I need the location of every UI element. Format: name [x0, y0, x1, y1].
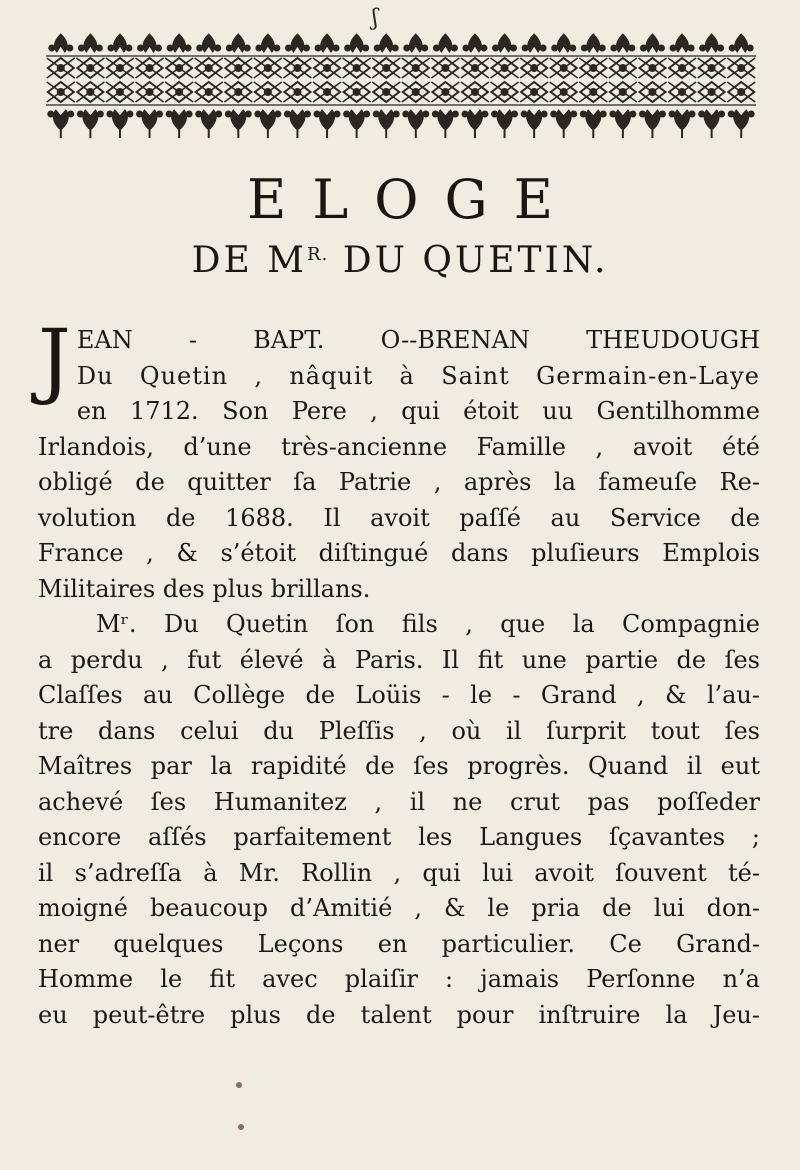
text-line: achevé ſes Humanitez , il ne crut pas poſſeder [38, 787, 760, 816]
text-line: obligé de quitter ſa Patrie , après la fameuſe Re- [38, 468, 760, 496]
ink-speck [236, 1082, 242, 1088]
text-line: tre dans celui du Pleſſis , où il ſurprit tout ſes [38, 716, 760, 745]
text-line: ner quelques Leçons en particulier. Ce Grand- [38, 929, 760, 958]
page-title: ELOGE [246, 168, 580, 231]
subtitle-prefix: DE M [191, 240, 308, 281]
text-line: Homme le fit avec plaiſir : jamais Perſonne n’a [38, 965, 760, 993]
text-line: a perdu , fut élevé à Paris. Il fit une partie de ſes [38, 645, 760, 674]
text-line: Irlandois, d’une très-ancienne Famille , avoit été [38, 432, 760, 461]
text-line: France , & s’étoit diſtingué dans pluſieurs Emplois [38, 539, 760, 567]
subtitle-name: DU QUETIN. [328, 240, 609, 281]
subtitle-superscript: R. [307, 244, 329, 265]
ink-speck [238, 1124, 244, 1130]
eulogy-text [38, 313, 760, 1033]
text-line: en 1712. Son Pere , qui étoit uu Gentilhomme [76, 397, 760, 425]
text-line: eu peut-être plus de talent pour inſtruire la Jeu- [38, 1000, 760, 1029]
text-line: Militaires des plus brillans. [38, 574, 371, 603]
text-line: encore aſſés parfaitement les Langues ſçavantes ; [38, 823, 760, 851]
text-line: volution de 1688. Il avoit paſſé au Service de [38, 503, 760, 532]
signature-mark: ʃ [372, 6, 378, 31]
drop-cap: J [38, 313, 71, 408]
text-line: Claſſes au Collège de Loüis - le - Grand , & l’au- [38, 681, 760, 709]
text-line: Mʳ. Du Quetin ſon fils , que la Compagnie [96, 610, 760, 638]
text-line: EAN - BAPT. O--BRENAN THEUDOUGH [76, 326, 760, 354]
page-subtitle [0, 240, 800, 281]
text-line: Du Quetin , nâquit à Saint Germain-en-Laye [76, 361, 760, 390]
fleuron-ornament-band [46, 30, 756, 142]
text-line: Maîtres par la rapidité de ſes progrès. Quand il eut [38, 752, 760, 780]
text-line: moigné beaucoup d’Amitié , & le pria de lui don- [38, 894, 760, 922]
text-line: il s’adreſſa à Mr. Rollin , qui lui avoit ſouvent té- [38, 858, 760, 887]
